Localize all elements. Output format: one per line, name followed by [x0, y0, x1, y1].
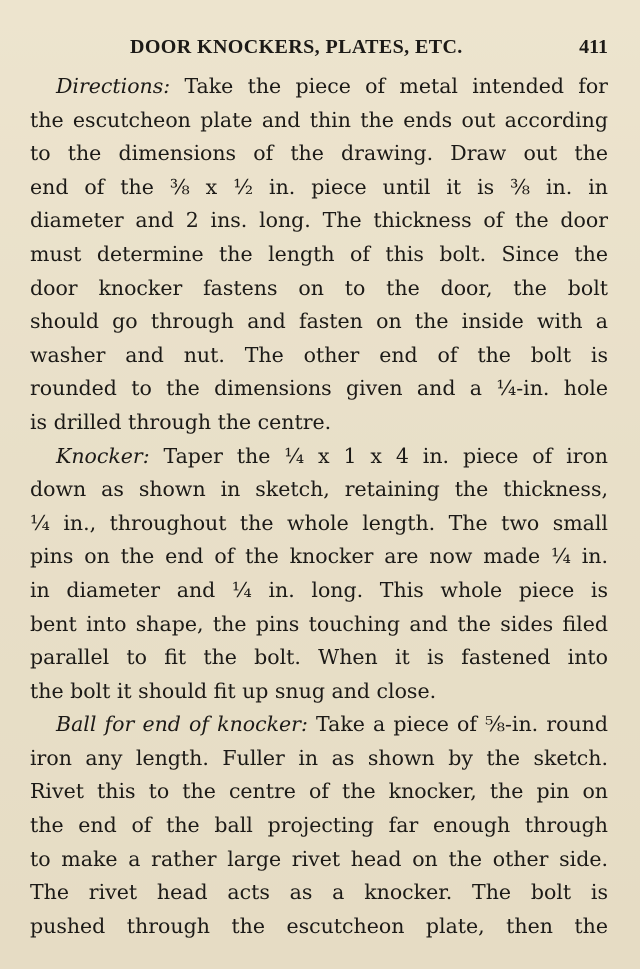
text-line — [30, 104, 608, 138]
line-text: in diameter and ¼ in. long. This whole piece is — [30, 577, 608, 602]
text-line — [30, 70, 608, 104]
line-text: is drilled through the centre. — [30, 409, 332, 434]
text-line — [30, 742, 608, 776]
line-text: parallel to fit the bolt. When it is fastened into — [30, 645, 608, 670]
line-text: The rivet head acts as a knocker. The bolt is — [30, 880, 608, 905]
line-text: Taper the ¼ x 1 x 4 in. piece of iron — [149, 443, 608, 468]
text-line — [30, 641, 608, 675]
line-text: pins on the end of the knocker are now made ¼ in. — [30, 544, 608, 569]
text-line — [30, 238, 608, 272]
running-head — [30, 36, 608, 64]
text-line — [30, 708, 608, 742]
section-lead: Ball for end of knocker: — [56, 712, 308, 737]
line-text: end of the ⅜ x ½ in. piece until it is ⅜ in. in — [30, 174, 608, 199]
text-line — [30, 809, 608, 843]
section-lead: Directions: — [56, 74, 171, 98]
text-line — [30, 137, 608, 171]
line-text: rounded to the dimensions given and a ¼-in. hole — [30, 376, 608, 401]
text-line — [30, 272, 608, 306]
line-text: Take a piece of ⅝-in. round — [307, 712, 608, 737]
line-text: to make a rather large rivet head on the other side. — [30, 846, 608, 871]
line-text: bent into shape, the pins touching and the sides filed — [30, 611, 608, 636]
line-text: door knocker fastens on to the door, the bolt — [30, 275, 608, 300]
chapter-title: DOOR KNOCKERS, PLATES, ETC. — [130, 36, 463, 58]
text-line — [30, 775, 608, 809]
text-line — [30, 608, 608, 642]
line-text: iron any length. Fuller in as shown by the sketch. — [30, 745, 608, 770]
text-line — [30, 204, 608, 238]
text-line — [30, 910, 608, 944]
text-line — [30, 171, 608, 205]
line-text: the end of the ball projecting far enough through — [30, 813, 608, 838]
line-text: washer and nut. The other end of the bolt is — [30, 342, 608, 367]
text-line — [30, 406, 608, 440]
line-text: pushed through the escutcheon plate, then the — [30, 913, 608, 938]
text-line — [30, 507, 608, 541]
line-text: the bolt it should fit up snug and close. — [30, 678, 437, 703]
text-line — [30, 305, 608, 339]
text-line — [30, 540, 608, 574]
text-line — [30, 574, 608, 608]
text-line — [30, 843, 608, 877]
section-lead: Knocker: — [56, 443, 150, 468]
text-line — [30, 473, 608, 507]
line-text: the escutcheon plate and thin the ends out according — [30, 107, 608, 132]
line-text: Rivet this to the centre of the knocker, the pin on — [30, 779, 608, 804]
page-number: 411 — [579, 36, 608, 58]
line-text: diameter and 2 ins. long. The thickness of the door — [30, 208, 608, 233]
text-line — [30, 876, 608, 910]
line-text: should go through and fasten on the inside with a — [30, 309, 608, 334]
line-text: to the dimensions of the drawing. Draw out the — [30, 141, 608, 166]
text-line — [30, 675, 608, 709]
line-text: Take the piece of metal intended for — [170, 74, 608, 98]
text-line — [30, 372, 608, 406]
text-line — [30, 440, 608, 474]
line-text: ¼ in., throughout the whole length. The two small — [30, 510, 608, 535]
body-text — [30, 70, 608, 943]
line-text: down as shown in sketch, retaining the thickness, — [30, 477, 608, 502]
line-text: must determine the length of this bolt. Since the — [30, 241, 608, 266]
text-line — [30, 339, 608, 373]
